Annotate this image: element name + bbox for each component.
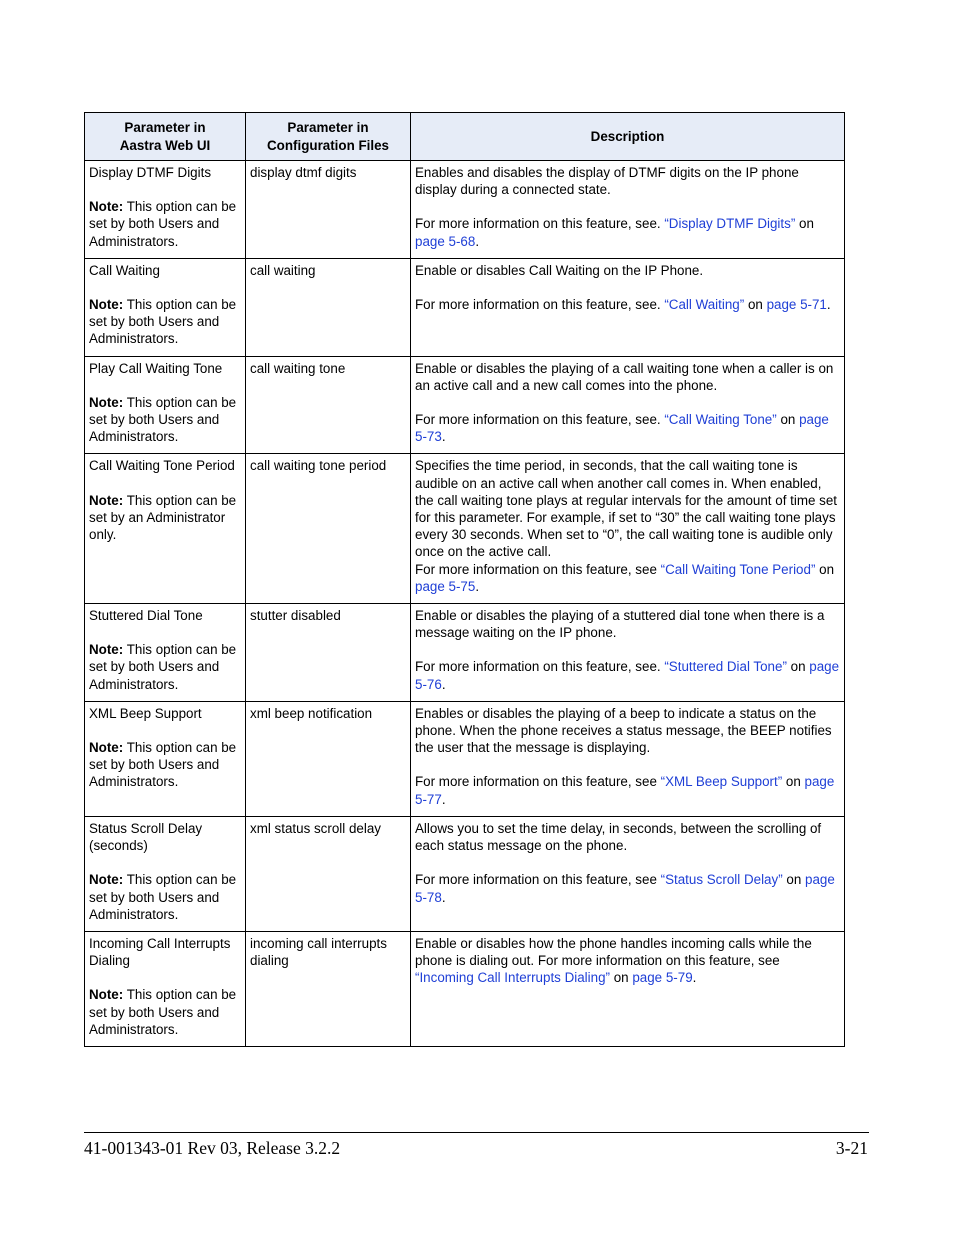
config-parameter-name: xml status scroll delay <box>250 820 381 836</box>
more-info: For more information on this feature, see “Call Waiting Tone Period” on page 5-75. <box>415 561 835 594</box>
note-text: This option can be set by both Users and Administrators. <box>89 987 237 1037</box>
cell-config-parameter <box>246 701 411 816</box>
cell-description <box>411 258 845 356</box>
cell-description <box>411 161 845 259</box>
description-text: Enable or disables the playing of a call waiting tone when a caller is on an active call and a new call comes into the phone. <box>415 360 834 393</box>
note-text: This option can be set by both Users and Administrators. <box>89 297 237 347</box>
table-row <box>85 816 845 931</box>
cross-reference-link[interactable]: “Call Waiting” <box>664 297 745 313</box>
table-row <box>85 701 845 816</box>
note-text: This option can be set by both Users and Administrators. <box>89 394 237 445</box>
ui-parameter-name: Incoming Call Interrupts Dialing <box>89 935 231 969</box>
description-text: Enable or disables the playing of a stuttered dial tone when there is a message waiting on the IP phone. <box>415 608 825 641</box>
page-reference-link[interactable]: page 5-75 <box>415 578 476 594</box>
description-text: Enable or disables Call Waiting on the IP Phone. <box>415 262 704 278</box>
cell-config-parameter <box>246 161 411 259</box>
config-parameter-name: call waiting tone <box>250 360 346 376</box>
footer-doc-id: 41-001343-01 Rev 03, Release 3.2.2 <box>84 1138 341 1158</box>
cell-config-parameter <box>246 258 411 356</box>
config-parameter-name: xml beep notification <box>250 705 373 721</box>
description-text: Allows you to set the time delay, in seconds, between the scrolling of each status message on the phone. <box>415 820 822 854</box>
cross-reference-link[interactable]: “Stuttered Dial Tone” <box>664 659 787 675</box>
note-label: Note: <box>89 987 124 1003</box>
more-info: For more information on this feature, see. “Call Waiting Tone” on page 5-73. <box>415 412 829 445</box>
cross-reference-link[interactable]: “XML Beep Support” <box>660 774 783 790</box>
cross-reference-link[interactable]: “Incoming Call Interrupts Dialing” <box>415 970 610 986</box>
cell-description <box>411 931 845 1046</box>
cell-ui-parameter <box>85 701 246 816</box>
note-label: Note: <box>89 740 124 756</box>
config-parameter-name: display dtmf digits <box>250 165 357 180</box>
table-row <box>85 454 845 604</box>
ui-parameter-name: Call Waiting Tone Period <box>89 458 235 474</box>
table-row <box>85 604 845 702</box>
note-text: This option can be set by both Users and Administrators. <box>89 199 237 249</box>
ui-parameter-name: Call Waiting <box>89 262 160 278</box>
config-parameter-name: call waiting <box>250 262 316 278</box>
page-reference-link[interactable]: page 5-71 <box>766 297 827 313</box>
table-row <box>85 356 845 454</box>
cell-description <box>411 816 845 931</box>
note-label: Note: <box>89 642 124 658</box>
cell-description <box>411 454 845 604</box>
table-row <box>85 931 845 1046</box>
note-label: Note: <box>89 394 124 410</box>
note-label: Note: <box>89 199 124 215</box>
cross-reference-link[interactable]: “Call Waiting Tone Period” <box>660 561 816 577</box>
ui-parameter-name: Play Call Waiting Tone <box>89 360 223 376</box>
more-info: For more information on this feature, see “Status Scroll Delay” on page 5-78. <box>415 872 835 905</box>
cell-ui-parameter <box>85 604 246 702</box>
cell-description <box>411 356 845 454</box>
note <box>89 871 241 923</box>
cell-ui-parameter <box>85 258 246 356</box>
ui-parameter-name: Stuttered Dial Tone <box>89 608 203 624</box>
cell-ui-parameter <box>85 161 246 259</box>
cell-config-parameter <box>246 454 411 604</box>
more-info: For more information on this feature, see. “Call Waiting” on page 5-71. <box>415 297 831 313</box>
page-reference-link[interactable]: page 5-79 <box>632 970 693 986</box>
cross-reference-link[interactable]: “Status Scroll Delay” <box>660 872 783 888</box>
note <box>89 986 241 1038</box>
note <box>89 641 241 693</box>
page-reference-link[interactable]: page 5-73 <box>415 412 829 445</box>
config-parameter-name: call waiting tone period <box>250 458 387 474</box>
ui-parameter-name: Status Scroll Delay (seconds) <box>89 820 203 854</box>
cell-description <box>411 701 845 816</box>
footer-rule <box>84 1132 869 1133</box>
more-info: For more information on this feature, see “XML Beep Support” on page 5-77. <box>415 774 835 807</box>
note-label: Note: <box>89 297 124 313</box>
config-parameter-name: stutter disabled <box>250 608 341 624</box>
page-reference-link[interactable]: page 5-68 <box>415 233 476 249</box>
ui-parameter-name: XML Beep Support <box>89 705 202 721</box>
table-row <box>85 161 845 259</box>
header-description: Description <box>411 113 845 161</box>
cell-ui-parameter <box>85 356 246 454</box>
more-info: For more information on this feature, see. “Display DTMF Digits” on page 5-68. <box>415 216 814 249</box>
description-text: Enables and disables the display of DTMF digits on the IP phone display during a connected state. <box>415 165 799 198</box>
note-text: This option can be set by both Users and Administrators. <box>89 642 237 692</box>
cell-config-parameter <box>246 356 411 454</box>
note-label: Note: <box>89 492 124 508</box>
more-info: For more information on this feature, see. “Stuttered Dial Tone” on page 5-76. <box>415 659 840 692</box>
note <box>89 394 241 446</box>
config-parameter-name: incoming call interrupts dialing <box>250 935 387 969</box>
table-header-row <box>85 113 845 161</box>
note-text: This option can be set by both Users and Administrators. <box>89 872 237 922</box>
cell-config-parameter <box>246 604 411 702</box>
note-label: Note: <box>89 872 124 888</box>
page-reference-link[interactable]: page 5-78 <box>415 872 835 905</box>
cross-reference-link[interactable]: “Display DTMF Digits” <box>664 216 796 232</box>
note-text: This option can be set by an Administrator only. <box>89 492 237 543</box>
footer-page-number: 3-21 <box>835 1138 868 1158</box>
description-text: Enable or disables how the phone handles incoming calls while the phone is dialing out. For more information on this feature, see “Incoming Call Interrupts Dialing” on page 5-79. <box>415 935 812 986</box>
cell-description <box>411 604 845 702</box>
ui-parameter-name: Display DTMF Digits <box>89 165 212 180</box>
description-text: Enables or disables the playing of a beep to indicate a status on the phone. When the phone receives a status message, the BEEP notifies the user that the message is displaying. <box>415 705 832 756</box>
page-reference-link[interactable]: page 5-76 <box>415 659 840 692</box>
page-reference-link[interactable]: page 5-77 <box>415 774 835 807</box>
table-row <box>85 258 845 356</box>
cell-config-parameter <box>246 931 411 1046</box>
note-text: This option can be set by both Users and Administrators. <box>89 740 237 790</box>
note <box>89 198 241 250</box>
note <box>89 739 241 791</box>
cell-ui-parameter <box>85 454 246 604</box>
cell-ui-parameter <box>85 816 246 931</box>
note <box>89 296 241 348</box>
note <box>89 492 241 544</box>
cell-config-parameter <box>246 816 411 931</box>
cell-ui-parameter <box>85 931 246 1046</box>
parameters-table <box>84 112 845 1047</box>
cross-reference-link[interactable]: “Call Waiting Tone” <box>664 412 777 428</box>
header-web-ui: Parameter in Aastra Web UI <box>85 113 246 161</box>
description-text: Specifies the time period, in seconds, that the call waiting tone is audible on an active call when another call comes in. When enabled, the call waiting tone plays at regular intervals for the amount of time set for this parameter. For example, if set to “30” the call waiting tone plays every 30 seconds. When set to “0”, the call waiting tone is audible only once on the active call. <box>415 458 838 560</box>
header-config-files: Parameter in Configuration Files <box>246 113 411 161</box>
